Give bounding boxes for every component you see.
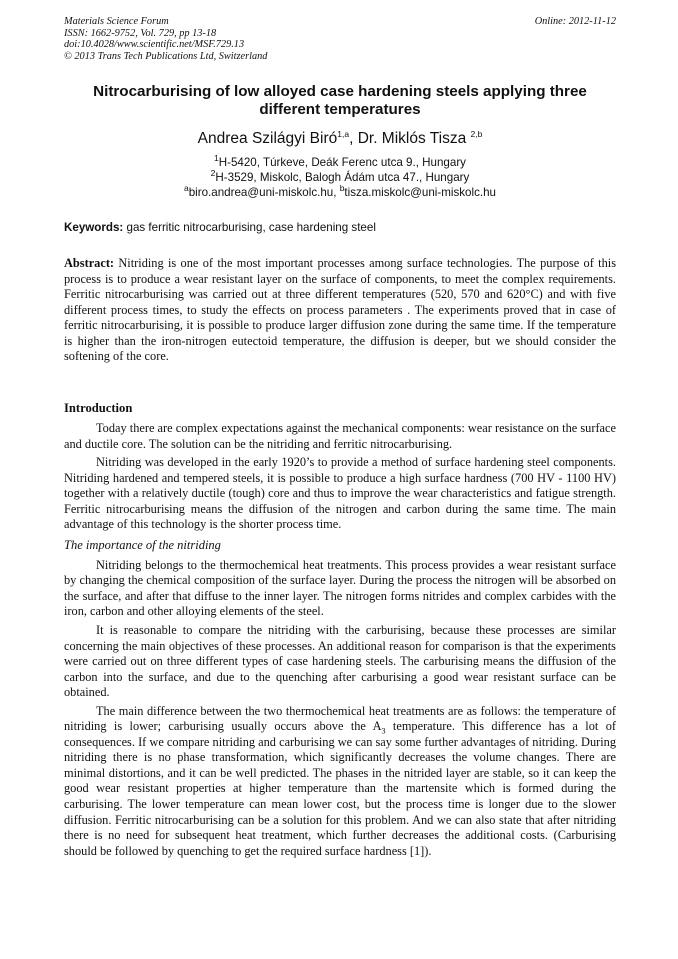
journal-doi: doi:10.4028/www.scientific.net/MSF.729.13 <box>64 39 245 50</box>
keywords-text: gas ferritic nitrocarburising, case hardening steel <box>123 221 376 234</box>
abstract-text: Nitriding is one of the most important processes among surface technologies. The purpose of this process is to produce a wear resistant layer on the surface of components, to meet the complex requirements. Ferritic nitrocarburising was carried out at three different temperatures (520, 570 and 620°C) and with five different process times, to study the effects on process parameters . The experiments proved that in case of ferritic nitrocarburising, it is possible to produce larger diffusion zone during the same time. If the temperature is higher than the iron-nitrogen eutectoid temperature, the diffusion is deeper, but we should consider the softening of the core. <box>64 256 616 364</box>
keywords-label: Keywords: <box>64 221 124 234</box>
affiliations <box>64 155 616 200</box>
email-marker: b <box>339 183 345 194</box>
email-marker: a <box>183 183 189 194</box>
section-heading-introduction: Introduction <box>64 401 133 415</box>
author-name: Andrea Szilágyi Biró <box>197 130 338 147</box>
author-name: Dr. Miklós Tisza <box>357 130 467 147</box>
abstract <box>64 256 616 365</box>
paragraph-text: temperature. This difference has a lot of consequences. If we compare nitriding and carburising we can say some further advantages of nitriding. During nitriding there is no phase transformation, which significantly decreases the volume changes. There are minimal distortions, and it can be well predicted. The phases in the nitrided layer are stable, so it can keep the good wear resistant properties at higher temperature than the martensite which is formed during the carburising. The lower temperature can mean lower cost, but the process time is longer due to the slower diffusion. Ferritic nitrocarburising can be a solution for this problem. And we can also state that after nitriding there is no need for subsequent heat treatment, which further decreases the additional costs. (Carburising should be followed by quenching to get the required surface hardness [1]). <box>64 719 616 858</box>
journal-copyright: © 2013 Trans Tech Publications Ltd, Switzerland <box>64 50 268 62</box>
paragraph: It is reasonable to compare the nitriding with the carburising, because these processes are similar concerning the main objectives of these processes. An additional reason for comparison is that the experiments were carried out on three different types of case hardening steels. The carburising means the diffusion of the carbon into the surface, and due to the quenching after carburising a good wear resistant surface can be obtained. <box>64 623 616 700</box>
email-text: biro.andrea@uni-miskolc.hu, <box>188 186 340 199</box>
author-superscript: 2,b <box>470 128 483 139</box>
keywords <box>64 220 616 235</box>
body-text <box>64 400 616 862</box>
affiliation-text: H-5420, Túrkeve, Deák Ferenc utca 9., Hungary <box>218 156 466 169</box>
author-list <box>64 130 616 148</box>
paragraph: Nitriding belongs to the thermochemical heat treatments. This process provides a wear resistant surface by changing the chemical composition of the surface layer. During the process the nitrogen will be absorbed on the surface, and after that diffuse to the inner layer. The nitrogen forms nitrides and complex carbides with the iron, carbon and other alloying elements of the steel. <box>64 557 616 619</box>
email-text: tisza.miskolc@uni-miskolc.hu <box>344 186 496 199</box>
journal-name: Materials Science Forum <box>64 16 169 27</box>
affiliation-marker: 2 <box>210 168 216 179</box>
paragraph: Today there are complex expectations against the mechanical components: wear resistance on the surface and ductile core. The solution can be the nitriding and ferritic nitrocarburising. <box>64 421 616 451</box>
subsection-heading-importance: The importance of the nitriding <box>64 537 221 552</box>
affiliation-1 <box>64 155 616 170</box>
author-separator: , <box>349 130 358 147</box>
paragraph-text: The main difference between the two thermochemical heat treatments are as follows: the temperature of nitriding is lower; carburising usually occurs above the A <box>64 703 616 734</box>
abstract-label: Abstract: <box>64 256 115 270</box>
journal-issn: ISSN: 1662-9752, Vol. 729, pp 13-18 <box>64 27 217 39</box>
affiliation-marker: 1 <box>214 153 219 164</box>
journal-header <box>64 16 616 62</box>
subscript: 3 <box>381 726 386 736</box>
paragraph: Nitriding was developed in the early 1920’s to provide a method of surface hardening steel components. Nitriding hardened and tempered steels, it is possible to produce a high surface hardness (700 HV - 1100 HV) together with a relatively ductile (tough) core and thus to improve the wear characteristics and fatigue strength. Ferritic nitrocarburising means the diffusion of the nitrogen and carbon during the same time. The main advantage of this technology is the shorter process time. <box>64 455 616 532</box>
journal-info <box>64 16 616 62</box>
author-superscript: 1,a <box>337 128 350 139</box>
affiliation-text: H-3529, Miskolc, Balogh Ádám utca 47., Hungary <box>215 171 470 184</box>
online-date: Online: 2012-11-12 <box>534 16 616 27</box>
paragraph <box>64 704 616 859</box>
author-emails <box>64 185 616 200</box>
paper-title: Nitrocarburising of low alloyed case hardening steels applying three different temperatures <box>93 83 587 118</box>
